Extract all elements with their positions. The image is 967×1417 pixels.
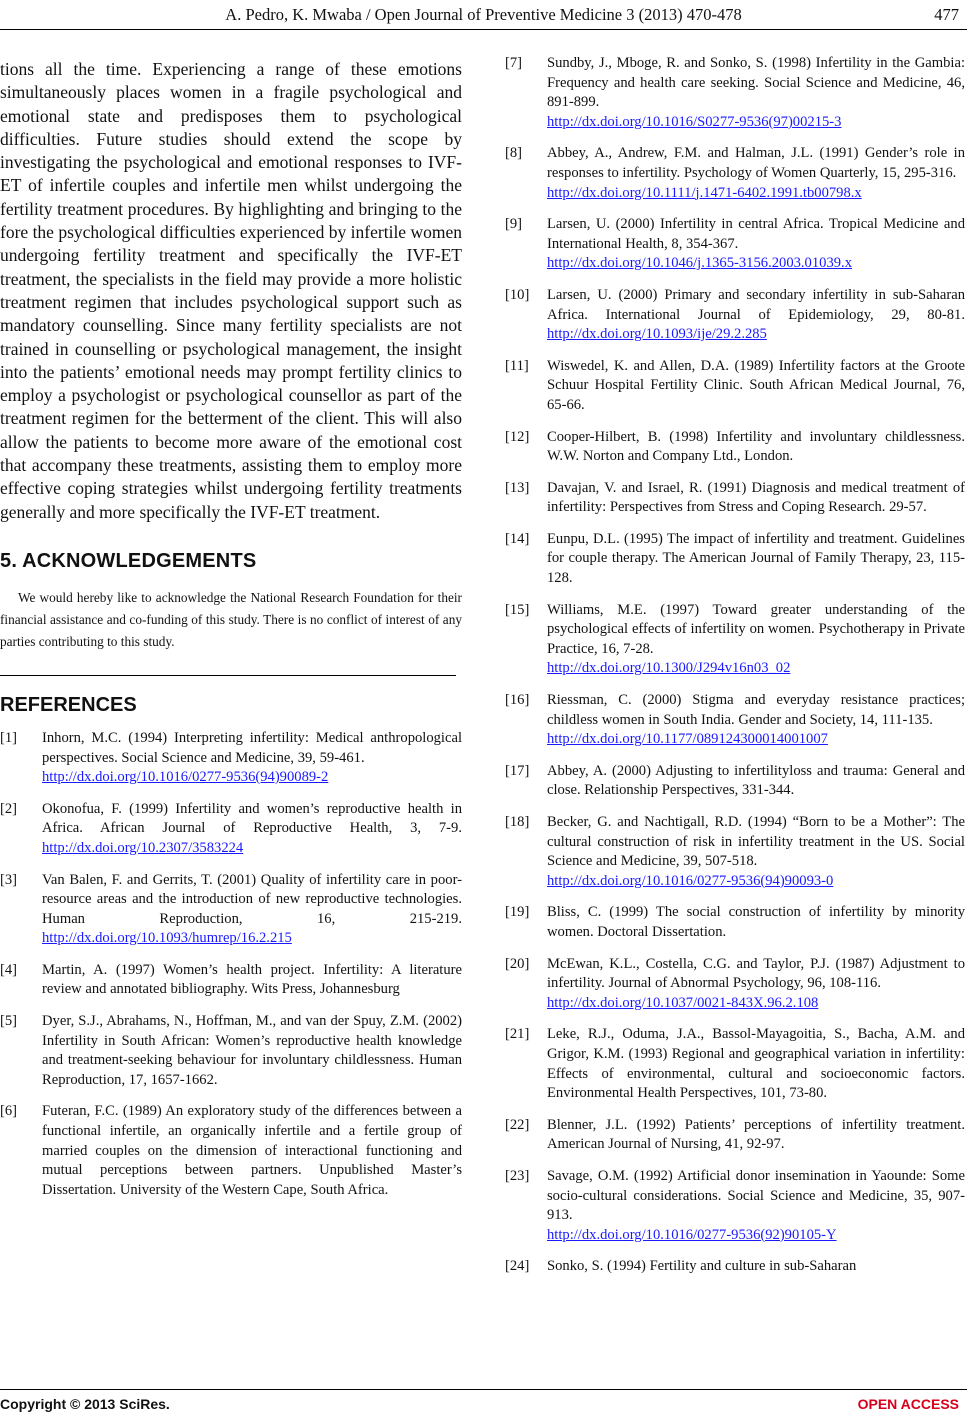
reference-text: Davajan, V. and Israel, R. (1991) Diagnosis and medical treatment of infertility: Perspectives from Stress and Coping Research. 29-57. (547, 479, 965, 516)
running-title: A. Pedro, K. Mwaba / Open Journal of Preventive Medicine 3 (2013) 470-478 (225, 5, 742, 24)
reference-number: [10] (505, 286, 530, 303)
reference-number: [20] (505, 955, 530, 972)
reference-8 (505, 144, 965, 203)
reference-3 (0, 871, 462, 949)
reference-number: [2] (0, 800, 18, 817)
reference-text: McEwan, K.L., Costella, C.G. and Taylor, P.J. (1987) Adjustment to infertility. Journal of Abnormal Psychology, 96, 108-116. (547, 955, 965, 992)
reference-number: [14] (505, 530, 530, 547)
reference-9 (505, 215, 965, 274)
reference-number: [18] (505, 814, 530, 830)
reference-number: [17] (505, 762, 530, 779)
reference-number: [22] (505, 1116, 530, 1133)
reference-number: [8] (505, 145, 523, 162)
reference-15 (505, 601, 965, 679)
reference-7 (505, 54, 965, 132)
reference-number: [9] (505, 216, 523, 233)
doi-link[interactable]: http://dx.doi.org/10.1016/S0277-9536(97)00215-3 (547, 113, 842, 130)
reference-number: [15] (505, 601, 530, 618)
reference-number: [16] (505, 692, 530, 709)
reference-text: Abbey, A., Andrew, F.M. and Halman, J.L. (1991) Gender’s role in responses to infertility. Psychology of Women Quarterly, 15, 295-316. (547, 145, 965, 181)
reference-text: Okonofua, F. (1999) Infertility and women’s reproductive health in Africa. African Journal of Reproductive Health, 3, 7-9. (42, 800, 462, 837)
doi-link[interactable]: http://dx.doi.org/10.1300/J294v16n03_02 (547, 660, 791, 677)
header-rule (0, 29, 967, 30)
reference-text: Larsen, U. (2000) Infertility in central Africa. Tropical Medicine and International Health, 8, 354-367. (547, 216, 965, 252)
reference-text: Williams, M.E. (1997) Toward greater understanding of the psychological effects of infertility on women. Psychotherapy in Private Practice, 16, 7-28. (547, 601, 965, 657)
doi-link[interactable]: http://dx.doi.org/10.1016/0277-9536(92)90105-Y (547, 1226, 837, 1243)
reference-number: [13] (505, 479, 530, 496)
page-header (0, 0, 967, 34)
page-number: 477 (934, 5, 959, 24)
reference-4 (0, 961, 462, 1000)
reference-text: Becker, G. and Nachtigall, R.D. (1994) “Born to be a Mother”: The cultural construction of risk in infertility treatment in the US. Social Science and Medicine, 39, 507-518. (547, 814, 965, 870)
reference-number: [7] (505, 55, 523, 71)
reference-text: Abbey, A. (2000) Adjusting to infertilityloss and trauma: General and close. Relationship Perspectives, 331-344. (547, 762, 965, 799)
reference-text: Eunpu, D.L. (1995) The impact of infertility and treatment. Guidelines for couple therapy. The American Journal of Family Therapy, 23, 115-128. (547, 530, 965, 587)
doi-link[interactable]: http://dx.doi.org/10.1093/ije/29.2.285 (547, 326, 767, 343)
reference-number: [1] (0, 729, 18, 746)
reference-5 (0, 1012, 462, 1090)
reference-18 (505, 813, 965, 891)
reference-number: [19] (505, 904, 530, 921)
reference-text: Bliss, C. (1999) The social construction of infertility by minority women. Doctoral Dissertation. (547, 904, 965, 940)
reference-20 (505, 955, 965, 1014)
reference-10 (505, 286, 965, 345)
doi-link[interactable]: http://dx.doi.org/10.1016/0277-9536(94)90089-2 (42, 769, 329, 786)
reference-12 (505, 428, 965, 467)
reference-19 (505, 903, 965, 942)
reference-number: [5] (0, 1013, 18, 1030)
reference-number: [11] (505, 357, 529, 374)
reference-number: [3] (0, 871, 18, 888)
reference-text: Sonko, S. (1994) Fertility and culture in sub-Saharan (547, 1258, 857, 1275)
doi-link[interactable]: http://dx.doi.org/10.1093/humrep/16.2.215 (42, 930, 292, 947)
doi-link[interactable]: http://dx.doi.org/10.1037/0021-843X.96.2.108 (547, 994, 819, 1011)
reference-text: Martin, A. (1997) Women’s health project. Infertility: A literature review and annotated bibliography. Wits Press, Johannesburg (42, 961, 462, 998)
reference-number: [24] (505, 1258, 530, 1275)
reference-text: Futeran, F.C. (1989) An exploratory study of the differences between a functional infertile, an organically infertile and a fertile group of married couples on the dimension of interactional functioning and mutual perceptions between partners. Unpublished Master’s Dissertation. University of the Western Cape, South Africa. (42, 1103, 462, 1198)
reference-16 (505, 691, 965, 750)
reference-text: Cooper-Hilbert, B. (1998) Infertility and involuntary childlessness. W.W. Norton and Company Ltd., London. (547, 428, 965, 465)
reference-text: Leke, R.J., Oduma, J.A., Bassol-Mayagoitia, S., Bacha, A.M. and Grigor, K.M. (1993) Regional and geographical variation in infertility: Effects of environmental, cultural and socioeconomic factors. Environmental Health Perspectives, 101, 73-80. (547, 1026, 965, 1102)
reference-text: Blenner, J.L. (1992) Patients’ perceptions of infertility treatment. American Journal of Nursing, 41, 92-97. (547, 1116, 965, 1153)
doi-link[interactable]: http://dx.doi.org/10.1016/0277-9536(94)90093-0 (547, 872, 834, 889)
reference-text: Inhorn, M.C. (1994) Interpreting infertility: Medical anthropological perspectives. Social Science and Medicine, 39, 59-461. (42, 729, 462, 766)
doi-link[interactable]: http://dx.doi.org/10.1046/j.1365-3156.2003.01039.x (547, 255, 852, 272)
copyright-notice: Copyright © 2013 SciRes. (0, 1396, 170, 1412)
acknowledgements-heading: 5. ACKNOWLEDGEMENTS (0, 549, 257, 572)
reference-text: Savage, O.M. (1992) Artificial donor insemination in Yaounde: Some socio-cultural considerations. Social Science and Medicine, 35, 907-913. (547, 1167, 965, 1224)
doi-link[interactable]: http://dx.doi.org/10.2307/3583224 (42, 839, 244, 856)
reference-number: [6] (0, 1103, 18, 1120)
reference-text: Wiswedel, K. and Allen, D.A. (1989) Infertility factors at the Groote Schuur Hospital Fertility Clinic. South African Medical Journal, 76, 65-66. (547, 357, 965, 413)
body-paragraph: tions all the time. Experiencing a range of these emotions simultaneously places women in a fragile psychological and emotional state and predisposes them to psychological difficulties. Future studies should extend the scope by investigating the psychological and emotional responses to IVF-ET of infertile couples and infertile men whilst undergoing the fertility treatment procedures. By highlighting and bringing to the fore the psychological difficulties experienced by infertile women undergoing fertility treatment and specifically the IVF-ET treatment, the specialists in the field may provide a more holistic treatment regimen that includes psychological support such as mandatory counselling. Since many fertility specialists are not trained in counselling or psychological management, the insight into the patients’ emotional needs may prompt fertility clinics to employ a psychologist or psychological counsellor as part of the treatment regimen for the betterment of the client. This will also allow the patients to become more aware of the emotional cost that accompany these treatments, assisting them to employ more effective coping strategies whilst undergoing fertility treatments generally and more specifically the IVF-ET treatment. (0, 59, 462, 522)
reference-text: Larsen, U. (2000) Primary and secondary infertility in sub-Saharan Africa. International Journal of Epidemiology, 29, 80-81. (547, 286, 965, 323)
reference-number: [21] (505, 1026, 530, 1043)
reference-1 (0, 729, 462, 788)
acknowledgements-text: We would hereby like to acknowledge the National Research Foundation for their financial assistance and co-funding of this study. There is no conflict of interest of any parties contributing to this study. (0, 589, 462, 649)
reference-24 (505, 1257, 965, 1277)
reference-number: [12] (505, 428, 530, 445)
reference-23 (505, 1167, 965, 1245)
doi-link[interactable]: http://dx.doi.org/10.1111/j.1471-6402.1991.tb00798.x (547, 184, 862, 201)
reference-22 (505, 1116, 965, 1155)
reference-6 (0, 1102, 462, 1200)
reference-21 (505, 1025, 965, 1103)
reference-17 (505, 762, 965, 801)
reference-11 (505, 357, 965, 416)
reference-number: [4] (0, 961, 18, 978)
doi-link[interactable]: http://dx.doi.org/10.1177/089124300014001007 (547, 731, 828, 748)
reference-2 (0, 800, 462, 859)
reference-number: [23] (505, 1167, 530, 1184)
references-heading: REFERENCES (0, 693, 137, 716)
reference-text: Van Balen, F. and Gerrits, T. (2001) Quality of infertility care in poor-resource areas and the introduction of new reproductive technologies. Human Reproduction, 16, 215-219. (42, 871, 462, 927)
right-column (505, 54, 965, 1289)
reference-text: Dyer, S.J., Abrahams, N., Hoffman, M., and van der Spuy, Z.M. (2002) Infertility in South African: Women’s reproductive health knowledge and treatment-seeking behaviour for involuntary childlessness. Human Reproduction, 17, 1657-1662. (42, 1013, 462, 1088)
open-access-label: OPEN ACCESS (857, 1396, 959, 1412)
reference-13 (505, 479, 965, 518)
reference-text: Riessman, C. (2000) Stigma and everyday resistance practices; childless women in South India. Gender and Society, 14, 111-135. (547, 692, 965, 728)
left-column (0, 58, 462, 1212)
section-divider (0, 675, 456, 676)
reference-text: Sundby, J., Mboge, R. and Sonko, S. (1998) Infertility in the Gambia: Frequency and health care seeking. Social Science and Medicine, 46, 891-899. (547, 55, 965, 111)
reference-14 (505, 530, 965, 589)
footer-rule (0, 1389, 967, 1390)
